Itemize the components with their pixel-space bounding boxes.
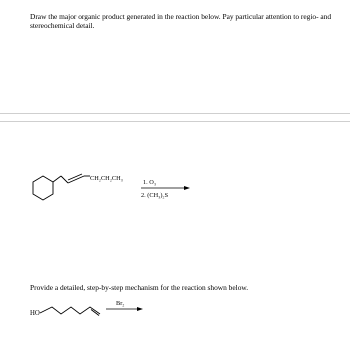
reaction-arrow-1 (141, 186, 190, 190)
alkenol-chain (40, 307, 100, 316)
reaction-arrow-2 (106, 307, 143, 311)
question-1-prompt: Draw the major organic product generated in the reaction below. Pay particular attention to regio- and stereochemical detail. (30, 12, 332, 31)
reagent-step-2: 2. (CH₃)₂S (141, 192, 169, 199)
question-2-prompt: Provide a detailed, step-by-step mechanism for the reaction shown below. (30, 283, 249, 292)
propyl-substituent-label: CH₂CH₂CH₃ (90, 175, 123, 182)
hydroxyl-label: HO (30, 310, 40, 317)
reagent-step-1: 1. O₃ (143, 179, 157, 186)
bromine-reagent: Br₂ (116, 300, 125, 307)
alkene-chain (53, 174, 90, 183)
cyclohexane-ring (33, 176, 53, 200)
